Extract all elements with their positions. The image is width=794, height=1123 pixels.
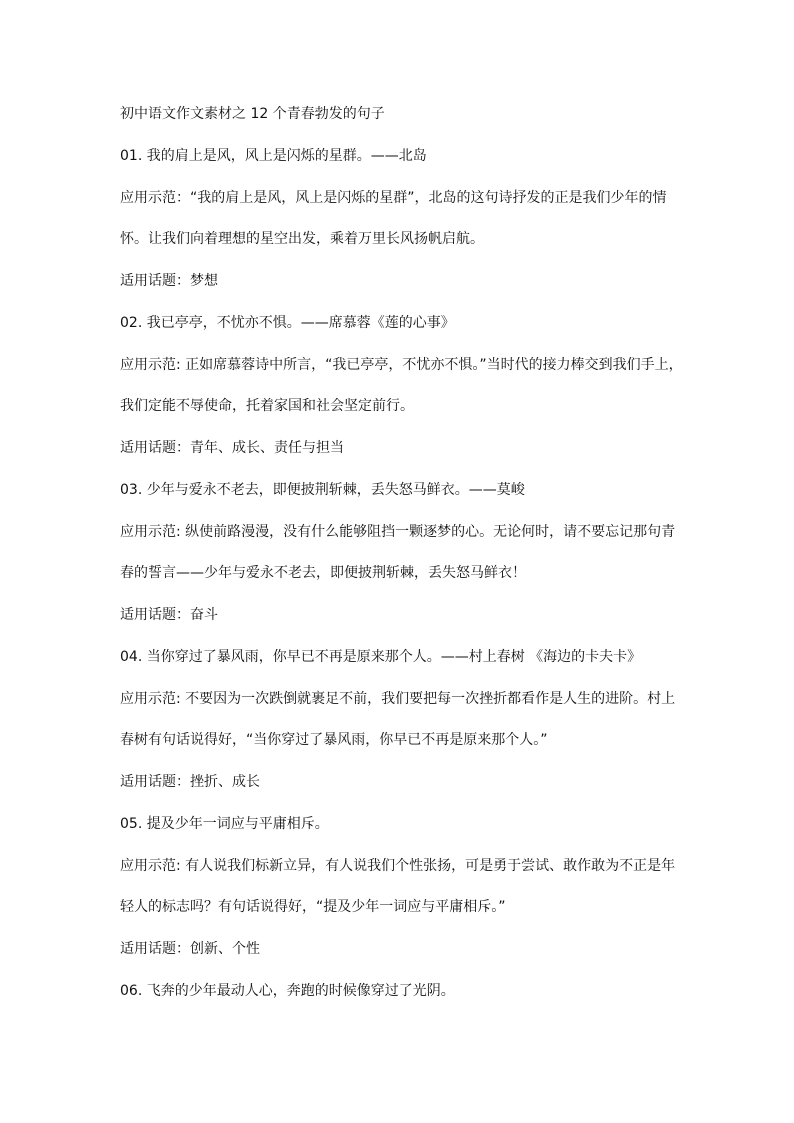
document-title: 初中语文作文素材之 12 个青春勃发的句子 bbox=[120, 106, 385, 122]
example-04-line1: 应用示范: 不要因为一次跌倒就裹足不前，我们要把每一次挫折都看作是人生的进阶。村上 bbox=[120, 691, 676, 707]
quote-05: 05. 提及少年一词应与平庸相斥。 bbox=[120, 816, 329, 832]
example-03-line1: 应用示范: 纵使前路漫漫，没有什么能够阻挡一颗逐梦的心。无论何时，请不要忘记那句青 bbox=[120, 524, 676, 540]
example-02-line2: 我们定能不辱使命，托着家国和社会坚定前行。 bbox=[120, 398, 414, 414]
quote-06: 06. 飞奔的少年最动人心，奔跑的时候像穿过了光阴。 bbox=[120, 983, 455, 999]
topics-01: 适用话题：梦想 bbox=[120, 273, 218, 289]
example-05-line2: 轻人的标志吗？有句话说得好，“提及少年一词应与平庸相斥。” bbox=[120, 899, 506, 915]
example-01-line2: 怀。让我们向着理想的星空出发，乘着万里长风扬帆启航。 bbox=[120, 231, 484, 247]
topics-05: 适用话题：创新、个性 bbox=[120, 941, 260, 957]
example-04-line2: 春树有句话说得好，“当你穿过了暴风雨，你早已不再是原来那个人。” bbox=[120, 732, 548, 748]
quote-03: 03. 少年与爱永不老去，即便披荆斩棘，丢失怒马鲜衣。——莫峻 bbox=[120, 482, 525, 498]
quote-01: 01. 我的肩上是风，风上是闪烁的星群。——北岛 bbox=[120, 148, 427, 164]
document-page bbox=[120, 104, 683, 1001]
quote-02: 02. 我已亭亭，不忧亦不惧。——席慕蓉《莲的心事》 bbox=[120, 315, 455, 331]
topics-02: 适用话题：青年、成长、责任与担当 bbox=[120, 440, 344, 456]
topics-04: 适用话题：挫折、成长 bbox=[120, 774, 260, 790]
topics-03: 适用话题：奋斗 bbox=[120, 607, 218, 623]
example-05-line1: 应用示范: 有人说我们标新立异，有人说我们个性张扬，可是勇于尝试、敢作敢为不正是年 bbox=[120, 858, 676, 874]
quote-04: 04. 当你穿过了暴风雨，你早已不再是原来那个人。——村上春树 《海边的卡夫卡》 bbox=[120, 649, 642, 665]
example-03-line2: 春的誓言——少年与爱永不老去，即便披荆斩棘，丢失怒马鲜衣！ bbox=[120, 565, 526, 581]
example-02-line1: 应用示范: 正如席慕蓉诗中所言，“我已亭亭，不忧亦不惧。”当时代的接力棒交到我们手上， bbox=[120, 357, 683, 373]
example-01-line1: 应用示范：“我的肩上是风，风上是闪烁的星群”，北岛的这句诗抒发的正是我们少年的情 bbox=[120, 190, 667, 206]
